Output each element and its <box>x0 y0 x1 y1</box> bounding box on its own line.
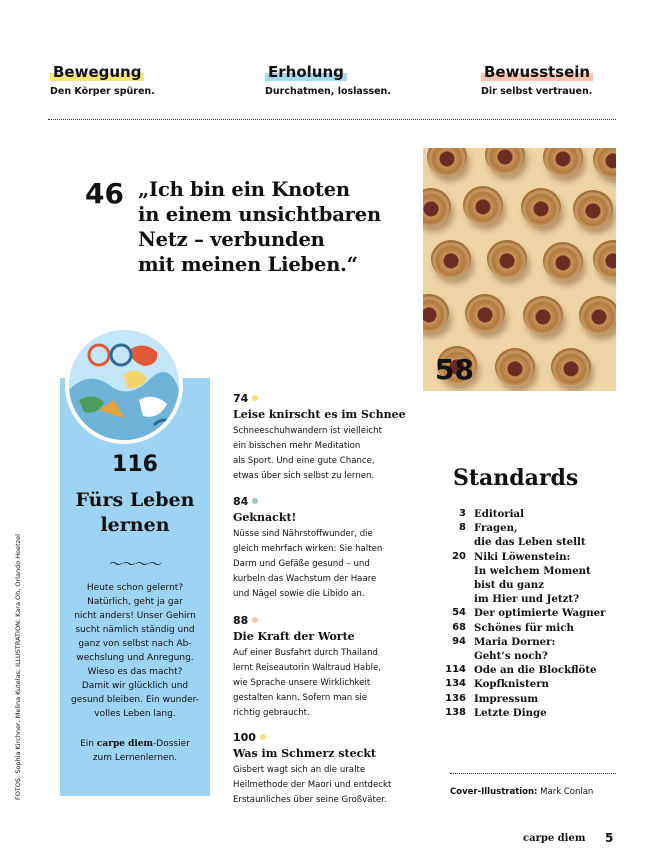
cookie <box>543 242 583 280</box>
article-page-number: 88 <box>233 614 249 627</box>
section-erholung <box>265 62 391 97</box>
photo-page-number: 58 <box>435 353 474 386</box>
article-88 <box>233 609 423 721</box>
standards-row: 136 Impressum <box>445 692 539 705</box>
quote-page-number: 46 <box>85 177 124 210</box>
standards-row: 94 Maria Dorner: Geht’s noch? <box>452 635 556 663</box>
footer-brand: carpe diem <box>523 833 586 844</box>
cookie <box>551 348 591 386</box>
article-title: Geknackt! <box>233 511 297 524</box>
cookie <box>495 348 535 386</box>
cookie <box>423 188 451 226</box>
cookie <box>463 186 503 224</box>
cookie <box>593 240 616 278</box>
cookies-photo <box>423 148 616 391</box>
photo-credit: FOTOS: Sophia Kirchner, Melina Kutelas; ILLUSTRATION: Kara Oh, Orlando Hoetzel <box>14 534 22 800</box>
article-dot <box>252 498 258 504</box>
article-body: Gisbert wagt sich an die uralte Heilmethode der Maori und entdeckt Erstaunliches über seine Großväter. <box>233 765 392 805</box>
article-title: Die Kraft der Worte <box>233 630 355 643</box>
standards-row: 20 Niki Löwenstein: In welchem Moment bist du ganz im Hier und Jetzt? <box>452 550 591 606</box>
standards-row: 138 Letzte Dinge <box>445 706 547 719</box>
article-dot <box>252 395 258 401</box>
standards-row: 8 Fragen, die das Leben stellt <box>459 522 586 549</box>
dossier-page-number: 116 <box>112 452 158 477</box>
dossier-tilde-divider: 〜〜〜〜 <box>109 557 161 573</box>
article-title: Leise knirscht es im Schnee <box>233 408 406 421</box>
page-number: 5 <box>605 831 614 845</box>
cookie <box>427 148 467 176</box>
section-subtitle: Dir selbst vertrauen. <box>481 86 593 97</box>
dossier-title: Fürs Leben lernen <box>75 489 195 536</box>
standards-row: 68 Schönes für mich <box>452 621 574 634</box>
top-divider <box>48 119 616 120</box>
cookie <box>523 296 563 334</box>
section-bewusstsein <box>481 62 593 97</box>
standards-row: 3 Editorial <box>459 508 524 520</box>
article-title: Was im Schmerz steckt <box>233 747 377 760</box>
dossier-body: Heute schon gelernt? Natürlich, geht ja gar nicht anders! Unser Gehirn sucht nämlich ständig und ganz von selbst nach Ab- wechslung und Anregung. Wieso es das macht? Damit wir glücklich und gesund bleiben. Ein wunder- volles Leben lang. <box>71 583 199 719</box>
cookie <box>573 190 613 228</box>
section-subtitle: Durchatmen, loslassen. <box>265 86 391 97</box>
cookie <box>485 148 525 174</box>
cookie <box>593 148 616 178</box>
standards-heading: Standards <box>453 465 579 491</box>
article-84 <box>233 490 423 602</box>
cookie <box>487 240 527 278</box>
article-body: Nüsse sind Nährstoffwunder, die gleich mehrfach wirken: Sie halten Darm und Gefäße gesund – und kurbeln das Wachstum der Haare und Nägel sowie die Libido an. <box>233 529 383 599</box>
cover-credit: Cover-Illustration: Mark Conlan <box>450 787 594 797</box>
section-bewegung <box>50 62 155 97</box>
section-title: Bewegung <box>50 65 144 80</box>
dossier-footer: Ein carpe diem-Dossier zum Lernenlernen. <box>80 739 190 763</box>
standards-divider <box>450 773 616 774</box>
article-page-number: 74 <box>233 392 249 405</box>
article-page-number: 100 <box>233 731 256 744</box>
cookie <box>423 294 449 332</box>
section-title: Bewusstsein <box>481 65 593 80</box>
article-100 <box>233 726 423 808</box>
cookie <box>465 294 505 332</box>
cookie <box>521 188 561 226</box>
standards-list <box>438 507 628 720</box>
article-page-number: 84 <box>233 495 249 508</box>
cookie <box>543 148 583 176</box>
world-illustration-icon <box>69 330 179 440</box>
cookie <box>431 240 471 278</box>
cookie <box>579 296 616 334</box>
dossier-illustration <box>65 326 183 444</box>
article-dot <box>260 734 266 740</box>
standards-row: 54 Der optimierte Wagner <box>452 607 606 620</box>
article-body: Auf einer Busfahrt durch Thailand lernt Reiseautorin Waltraud Hable, wie Sprache unsere Wirklichkeit gestalten kann. Sofern man sie richtig gebraucht. <box>233 648 382 718</box>
section-title: Erholung <box>265 65 347 80</box>
section-subtitle: Den Körper spüren. <box>50 86 155 97</box>
article-dot <box>252 617 258 623</box>
quote-text: „Ich bin ein Knoten in einem unsichtbaren Netz – verbunden mit meinen Lieben.“ <box>138 178 381 276</box>
standards-row: 114 Ode an die Blockflöte <box>445 664 597 677</box>
standards-row: 134 Kopfknistern <box>445 678 549 691</box>
article-body: Schneeschuhwandern ist vielleicht ein bisschen mehr Meditation als Sport. Und eine gute Chance, etwas über sich selbst zu lernen. <box>233 426 382 481</box>
article-74 <box>233 387 423 484</box>
